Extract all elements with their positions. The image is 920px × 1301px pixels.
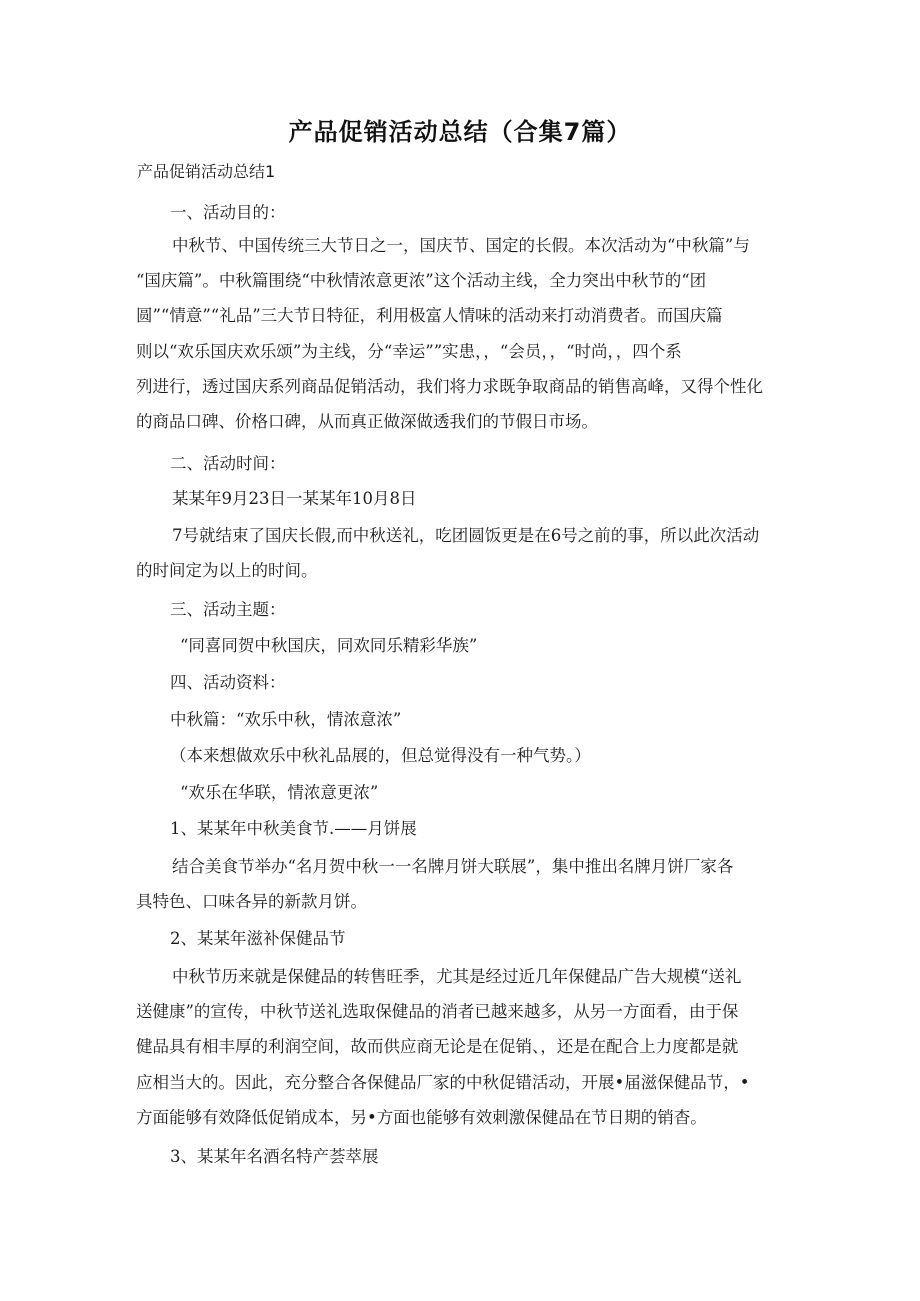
- paragraph-line: 结合美食节举办“名月贺中秋一一名牌月饼大联展”，集中推出名牌月饼厂家各: [172, 857, 734, 876]
- paragraph-line: 中秋节、中国传统三大节日之一，国庆节、国定的长假。本次活动为“中秋篇”与: [172, 236, 750, 255]
- heading-time: 二、活动时间：: [170, 454, 286, 473]
- heading-content: 四、活动资料：: [170, 673, 286, 692]
- paragraph-line: 送健康”的宣传，中秋节送礼选取保健品的消者已越来越多，从另一方面看，由于保: [136, 1002, 739, 1021]
- paragraph-line: 中秋篇：“欢乐中秋，情浓意浓”: [170, 710, 402, 729]
- list-item-heading: 3、某某年名酒名特产荟萃展: [170, 1147, 379, 1166]
- paragraph-line: 圆”“情意”“礼品”三大节日特征，利用极富人情味的活动来打动消费者。而国庆篇: [136, 306, 723, 325]
- paragraph-line: （本来想做欢乐中秋礼品展的，但总觉得没有一种气势。）: [170, 746, 591, 765]
- list-item-heading: 1、某某年中秋美食节.——月饼展: [170, 819, 417, 838]
- heading-purpose: 一、活动目的：: [170, 203, 286, 222]
- paragraph-line: 具特色、口味各异的新款月饼。: [136, 892, 367, 911]
- paragraph-line: “同喜同贺中秋国庆，同欢同乐精彩华族”: [180, 636, 478, 655]
- paragraph-line: 7号就结束了国庆长假,而中秋送礼，吃团圆饭更是在6号之前的事，所以此次活动: [172, 526, 760, 545]
- paragraph-line: 的时间定为以上的时间。: [136, 561, 318, 580]
- paragraph-line: 健品具有相丰厚的利润空间，故而供应商无论是在促销、，还是在配合上力度都是就: [136, 1037, 739, 1056]
- heading-theme: 三、活动主题：: [170, 600, 286, 619]
- document-title: 产品促销活动总结（合集7篇）: [288, 118, 632, 146]
- section-heading: 产品促销活动总结1: [137, 162, 276, 181]
- paragraph-line: 应相当大的。因此，充分整合各保健品厂家的中秋促错活动，开展•届滋保健品节，•: [136, 1073, 750, 1092]
- list-item-heading: 2、某某年滋补保健品节: [170, 929, 346, 948]
- paragraph-line: 中秋节历来就是保健品的转售旺季，尤其是经过近几年保健品广告大规模“送礼: [172, 967, 742, 986]
- paragraph-line: “欢乐在华联，情浓意更浓”: [180, 783, 379, 802]
- paragraph-line: 的商品口碑、价格口碑，从而真正做深做透我们的节假日市场。: [136, 412, 598, 431]
- paragraph-line: 方面能够有效降低促销成本，另•方面也能够有效刺激保健品在节日期的销杳。: [136, 1108, 707, 1127]
- paragraph-line: 则以“欢乐国庆欢乐颂”为主线，分“幸运””实患，，“会员，，“时尚，，四个系: [136, 342, 682, 361]
- paragraph-line: 列进行，透过国庆系列商品促销活动，我们将力求既争取商品的销售高峰，又得个性化: [136, 377, 763, 396]
- paragraph-line: “国庆篇”。中秋篇围绕“中秋情浓意更浓”这个活动主线，全力突出中秋节的“团: [136, 271, 707, 290]
- paragraph-line: 某某年9月23日一某某年10月8日: [172, 489, 417, 508]
